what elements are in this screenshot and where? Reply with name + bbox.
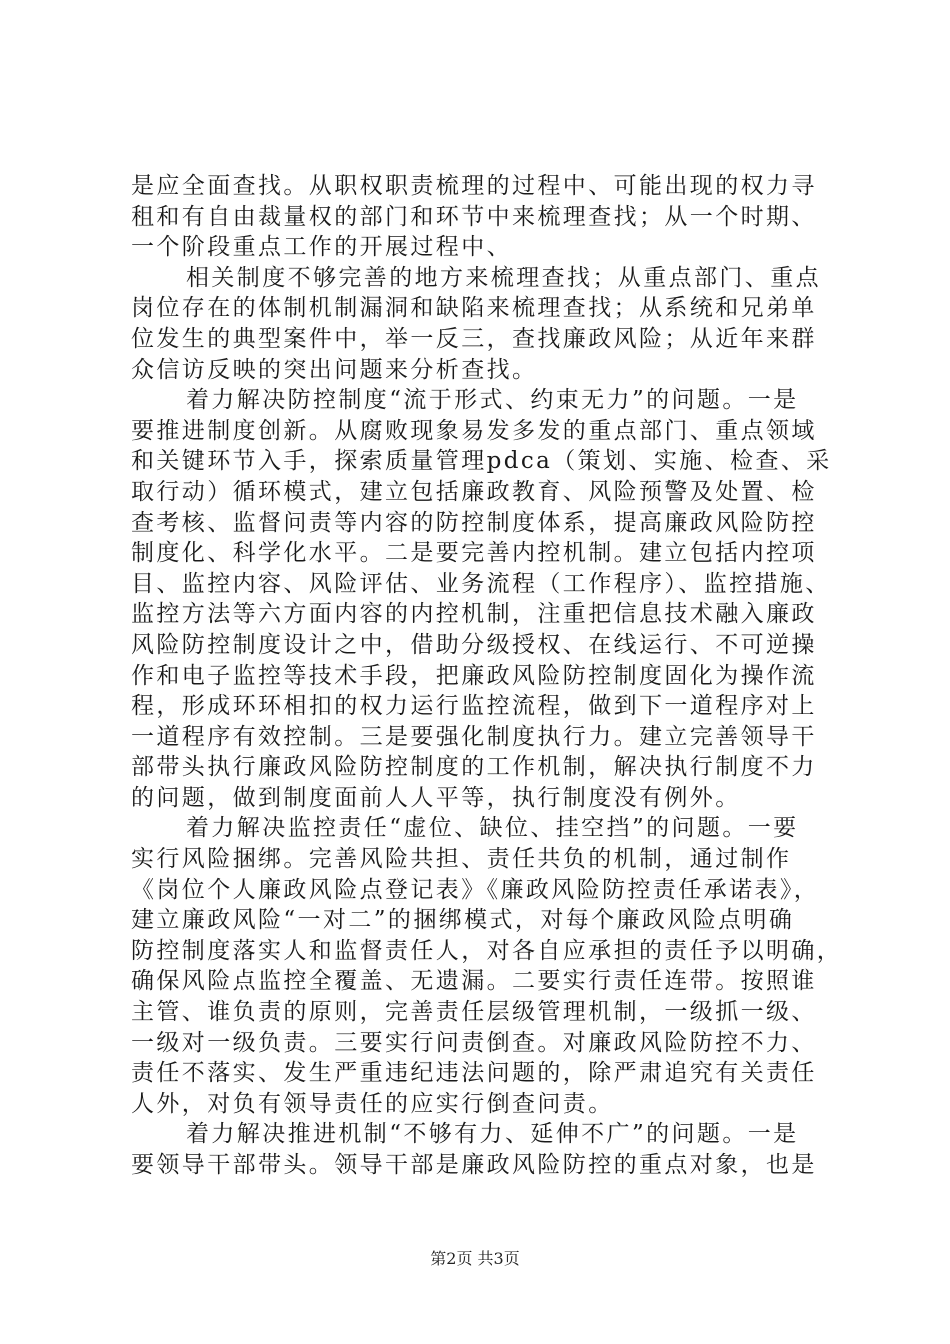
- text-line: 要推进制度创新。从腐败现象易发多发的重点部门、重点领域: [131, 417, 817, 444]
- paragraph-first-line: 着力解决推进机制“不够有力、延伸不广”的问题。一是: [186, 1121, 799, 1148]
- text-line: 众信访反映的突出问题来分析查找。: [131, 356, 538, 383]
- text-line: 监控方法等六方面内容的内控机制，注重把信息技术融入廉政: [131, 601, 817, 628]
- text-line: 制度化、科学化水平。二是要完善内控机制。建立包括内控项: [131, 540, 817, 567]
- paragraph-first-line: 相关制度不够完善的地方来梳理查找；从重点部门、重点: [186, 264, 821, 291]
- text-line: 程，形成环环相扣的权力运行监控流程，做到下一道程序对上: [131, 693, 817, 720]
- text-line: 风险防控制度设计之中，借助分级授权、在线运行、不可逆操: [131, 631, 817, 658]
- document-body: [131, 171, 843, 1181]
- text-line: 主管、谁负责的原则，完善责任层级管理机制，一级抓一级、: [131, 999, 817, 1026]
- text-line: 实行风险捆绑。完善风险共担、责任共负的机制，通过制作: [131, 846, 792, 873]
- text-line: 《岗位个人廉政风险点登记表》《廉政风险防控责任承诺表》，: [131, 876, 820, 903]
- text-line: 租和有自由裁量权的部门和环节中来梳理查找；从一个时期、: [131, 203, 817, 230]
- text-line: 位发生的典型案件中，举一反三，查找廉政风险；从近年来群: [131, 325, 817, 352]
- text-line: 取行动）循环模式，建立包括廉政教育、风险预警及处置、检: [131, 478, 817, 505]
- text-line: 人外，对负有领导责任的应实行倒查问责。: [131, 1090, 614, 1117]
- text-line: 一个阶段重点工作的开展过程中、: [131, 234, 512, 261]
- text-line: 防控制度落实人和监督责任人，对各自应承担的责任予以明确，: [131, 937, 843, 964]
- text-line: 岗位存在的体制机制漏洞和缺陷来梳理查找；从系统和兄弟单: [131, 295, 817, 322]
- text-line: 和关键环节入手，探索质量管理pdca（策划、实施、检查、采: [131, 448, 832, 475]
- text-line: 确保风险点监控全覆盖、无遗漏。二要实行责任连带。按照谁: [131, 968, 817, 995]
- text-line: 作和电子监控等技术手段，把廉政风险防控制度固化为操作流: [131, 662, 817, 689]
- text-line: 的问题，做到制度面前人人平等，执行制度没有例外。: [131, 784, 741, 811]
- text-line: 部带头执行廉政风险防控制度的工作机制，解决执行制度不力: [131, 754, 817, 781]
- text-line: 责任不落实、发生严重违纪违法问题的，除严肃追究有关责任: [131, 1060, 817, 1087]
- page-footer: [0, 1246, 950, 1269]
- text-line: 查考核、监督问责等内容的防控制度体系，提高廉政风险防控: [131, 509, 817, 536]
- text-line: 目、监控内容、风险评估、业务流程（工作程序）、监控措施、: [131, 570, 831, 597]
- page-number-label: 第2页 共3页: [430, 1249, 520, 1268]
- paragraph-first-line: 着力解决防控制度“流于形式、约束无力”的问题。一是: [186, 387, 799, 414]
- text-line: 一道程序有效控制。三是要强化制度执行力。建立完善领导干: [131, 723, 817, 750]
- text-line: 建立廉政风险“一对二”的捆绑模式，对每个廉政风险点明确: [131, 907, 795, 934]
- paragraph-first-line: 着力解决监控责任“虚位、缺位、挂空挡”的问题。一要: [186, 815, 799, 842]
- text-line: 一级对一级负责。三要实行问责倒查。对廉政风险防控不力、: [131, 1029, 817, 1056]
- text-line: 是应全面查找。从职权职责梳理的过程中、可能出现的权力寻: [131, 173, 817, 199]
- text-line: 要领导干部带头。领导干部是廉政风险防控的重点对象，也是: [131, 1152, 817, 1178]
